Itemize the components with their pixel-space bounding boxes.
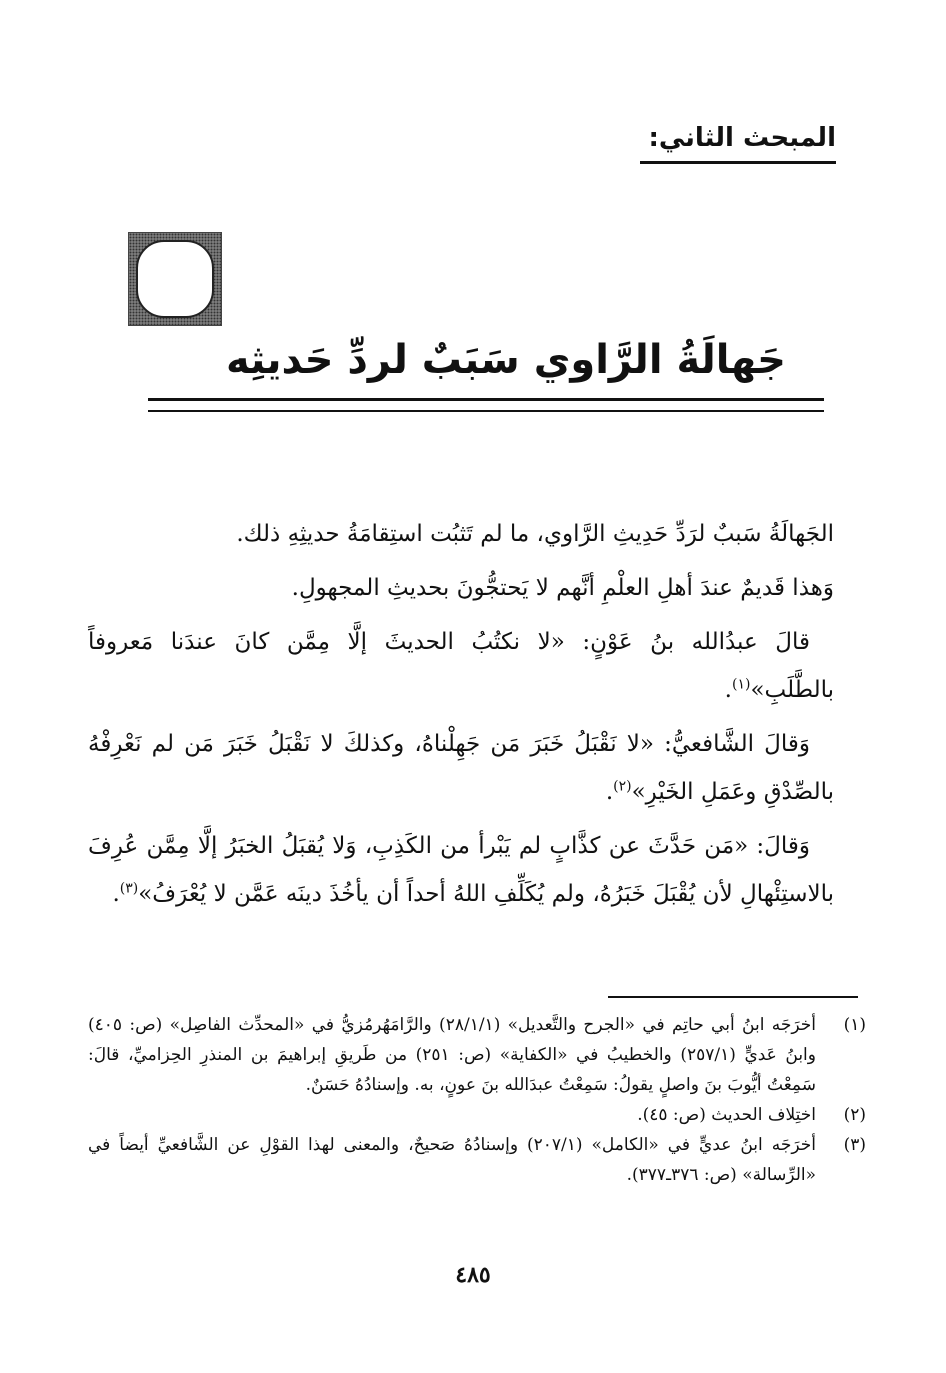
paragraph-1: الجَهالَةُ سَببٌ لرَدِّ حَدِيثِ الرَّاوي، ما لم تَثبُت استِقامَةُ حديثِهِ ذلك. [236, 521, 834, 547]
section-label: المبحث الثاني: [648, 118, 836, 164]
footnote-mark-2: (٢) [613, 778, 632, 795]
chapter-title: جَهالَةُ الرَّاوي سَبَبٌ لردِّ حَديثِه [225, 337, 786, 383]
footnote-1 [88, 1010, 866, 1100]
footnote-text: اختِلاف الحديث (ص: ٤٥). [637, 1105, 816, 1125]
footnote-3 [88, 1130, 866, 1190]
paragraph-4: وَقالَ الشَّافعيُّ: «لا نَقْبَلُ خَبَرَ مَن جَهِلْناهُ، وكذلكَ لا نَقْبَلُ خَبَرَ مَن لم نَعْرِفْهُ بالصِّدْقِ وعَمَلِ الخَيْرِ»$^{(٢)}$. [88, 731, 834, 805]
footnote-number: (٣) [843, 1135, 866, 1155]
paragraph-2: وَهذا قَديمٌ عندَ أهلِ العلْمِ أنَّهم لا يَحتجُّونَ بحديثِ المجهولِ. [291, 575, 834, 601]
title-double-rule [148, 398, 824, 412]
footnote-number: (٢) [843, 1105, 866, 1125]
footnote-number: (١) [843, 1015, 866, 1035]
main-text [88, 510, 834, 924]
footnotes [88, 1010, 866, 1190]
paragraph-3: قالَ عبدُالله بنُ عَوْنٍ: «لا نكتُبُ الحديثَ إلَّا مِمَّن كانَ عندَنا مَعروفاً بالطَّلَبِ»$^{(١)}$. [88, 629, 834, 703]
footnote-separator [608, 996, 858, 998]
page-number: ٤٨٥ [455, 1262, 491, 1288]
footnote-text: أخرَجَه ابنُ عديٍّ في «الكامل» (٢٠٧/١) وإسنادُهُ صَحيحٌ، والمعنى لهذا القوْلِ عن الشَّافعيِّ أيضاً في «الرِّسالة» (ص: ٣٧٦ـ٣٧٧). [88, 1135, 816, 1185]
footnote-mark-3: (٣) [119, 880, 139, 897]
footnote-mark-1: (١) [731, 676, 751, 693]
footnote-2 [88, 1100, 866, 1130]
chapter-ornament-icon [128, 232, 222, 326]
paragraph-5: وَقالَ: «مَن حَدَّثَ عن كذَّابٍ لم يَبْرأ من الكَذِبِ، وَلا يُقبَلُ الخبَرُ إلَّا مِمَّن عُرِفَ بالاستِئْهالِ لأن يُقْبَلَ خَبَرُهُ، ولم يُكَلِّفِ اللهُ أحداً أن يأخُذَ دينَه عَمَّن لا يُعْرَفُ»$^{(٣)}$. [88, 833, 834, 907]
footnote-text: أخرَجَه ابنُ أبي حاتِم في «الجرح والتَّعديل» (٢٨/١/١) والرَّامَهُرمُزيُّ في «المحدِّث الفاصِل» (ص: ٤٠٥) وابنُ عَديٍّ (٢٥٧/١) والخطيبُ في «الكفاية» (ص: ٢٥١) من طَريقِ إبراهيمَ بن المنذرِ الحِزاميِّ، قالَ: سَمِعْتُ أيُّوبَ بنَ واصلٍ يقولُ: سَمِعْتُ عبدَالله بنَ عونٍ، به. وإسنادُهُ حَسَنٌ. [88, 1015, 816, 1095]
